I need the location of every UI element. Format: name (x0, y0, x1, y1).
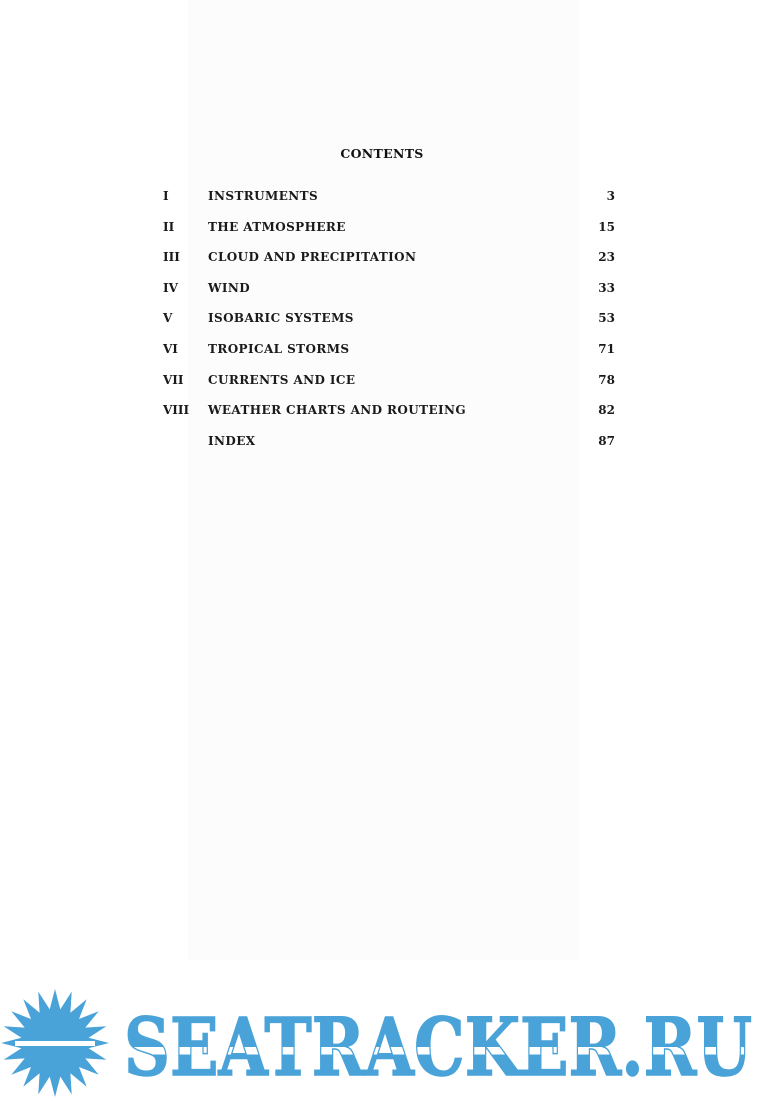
chapter-title: INDEX (208, 433, 256, 448)
chapter-number: V (163, 311, 173, 326)
chapter-page: 3 (606, 189, 615, 203)
sun-icon (1, 989, 109, 1097)
chapter-title: INSTRUMENTS (208, 189, 319, 203)
chapter-number: VI (163, 341, 178, 356)
chapter-page: 78 (598, 372, 615, 387)
chapter-title: TROPICAL STORMS (208, 341, 350, 356)
chapter-number: IV (163, 280, 178, 295)
chapter-page: 15 (598, 219, 615, 234)
chapter-title: ISOBARIC SYSTEMS (208, 311, 354, 326)
chapter-page: 87 (598, 433, 615, 448)
toc-entry-4 (163, 281, 615, 312)
chapter-number: III (163, 250, 180, 265)
chapter-title: THE ATMOSPHERE (208, 219, 346, 234)
chapter-page: 71 (598, 341, 615, 356)
toc-entry-3 (163, 250, 615, 281)
chapter-page: 33 (598, 280, 615, 295)
chapter-title: WIND (208, 280, 251, 295)
table-of-contents (163, 189, 615, 464)
chapter-number: VII (163, 372, 184, 387)
contents-heading: CONTENTS (340, 146, 424, 161)
toc-entry-2 (163, 220, 615, 251)
toc-entry-5 (163, 311, 615, 342)
chapter-page: 53 (598, 311, 615, 326)
toc-entry-9 (163, 434, 615, 465)
watermark-text: SEATRACKER.RU (124, 1000, 752, 1094)
toc-entry-1 (163, 189, 615, 220)
chapter-page: 82 (598, 403, 615, 418)
sun-horizon-band (15, 1041, 95, 1046)
watermark (0, 985, 764, 1101)
chapter-title: CURRENTS AND ICE (208, 372, 356, 387)
chapter-title: WEATHER CHARTS AND ROUTEING (208, 403, 467, 418)
toc-entry-6 (163, 342, 615, 373)
chapter-page: 23 (598, 250, 615, 265)
toc-entry-7 (163, 373, 615, 404)
chapter-number: VIII (163, 403, 190, 418)
toc-entry-8 (163, 403, 615, 434)
chapter-number: I (163, 189, 169, 203)
page-sheet (188, 0, 578, 960)
chapter-number: II (163, 219, 175, 234)
chapter-title: CLOUD AND PRECIPITATION (208, 250, 417, 265)
